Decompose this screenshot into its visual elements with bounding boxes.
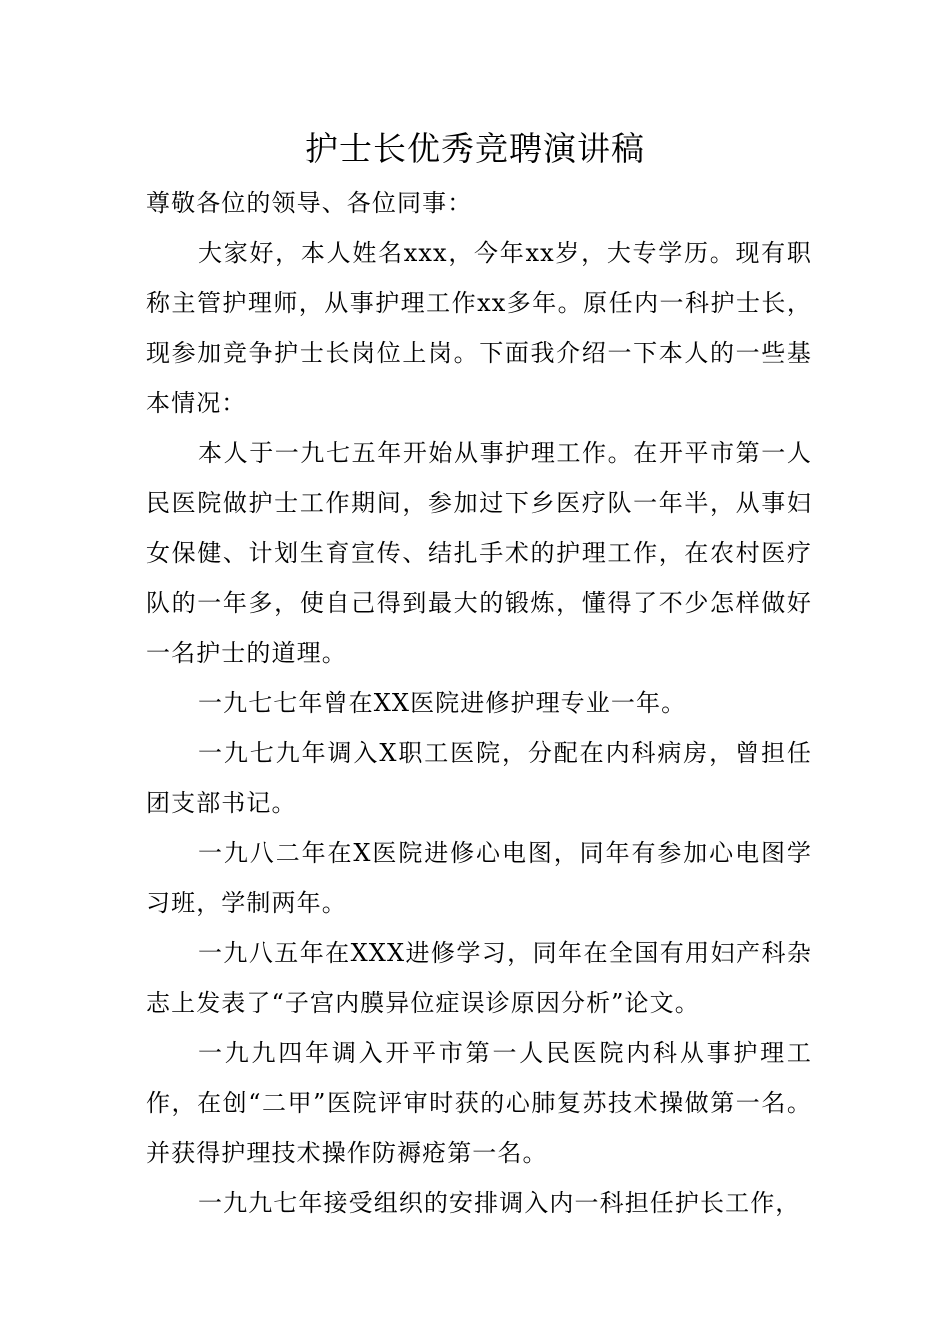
paragraph-1997: 一九九七年接受组织的安排调入内一科担任护长工作，: [198, 1189, 801, 1217]
paragraph-1977: 一九七七年曾在XX医院进修护理专业一年。: [198, 689, 687, 717]
salutation: 尊敬各位的领导、各位同事：: [146, 189, 473, 217]
paragraph-intro: 大家好，本人姓名xxx，今年xx岁，大专学历。现有职称主管护理师，从事护理工作xx多年。原任内一科护士长，现参加竞争护士长岗位上岗。下面我介绍一下本人的一些基本情况：: [146, 239, 812, 417]
paragraph-1982: 一九八二年在X医院进修心电图，同年有参加心电图学习班，学制两年。: [146, 839, 812, 917]
paragraph-1994: 一九九四年调入开平市第一人民医院内科从事护理工作，在创“二甲”医院评审时获的心肺复苏技术操做第一名。并获得护理技术操作防褥疮第一名。: [146, 1039, 812, 1167]
paragraph-career-start: 本人于一九七五年开始从事护理工作。在开平市第一人民医院做护士工作期间，参加过下乡医疗队一年半，从事妇女保健、计划生育宣传、结扎手术的护理工作，在农村医疗队的一年多，使自己得到最大的锻炼，懂得了不少怎样做好一名护士的道理。: [146, 439, 812, 667]
document-body: [146, 178, 812, 1228]
paragraph-1985: 一九八五年在XXX进修学习，同年在全国有用妇产科杂志上发表了“子宫内膜异位症误诊原因分析”论文。: [146, 939, 812, 1017]
document-title: 护士长优秀竞聘演讲稿: [305, 129, 645, 168]
paragraph-1979: 一九七九年调入X职工医院，分配在内科病房，曾担任团支部书记。: [146, 739, 812, 817]
